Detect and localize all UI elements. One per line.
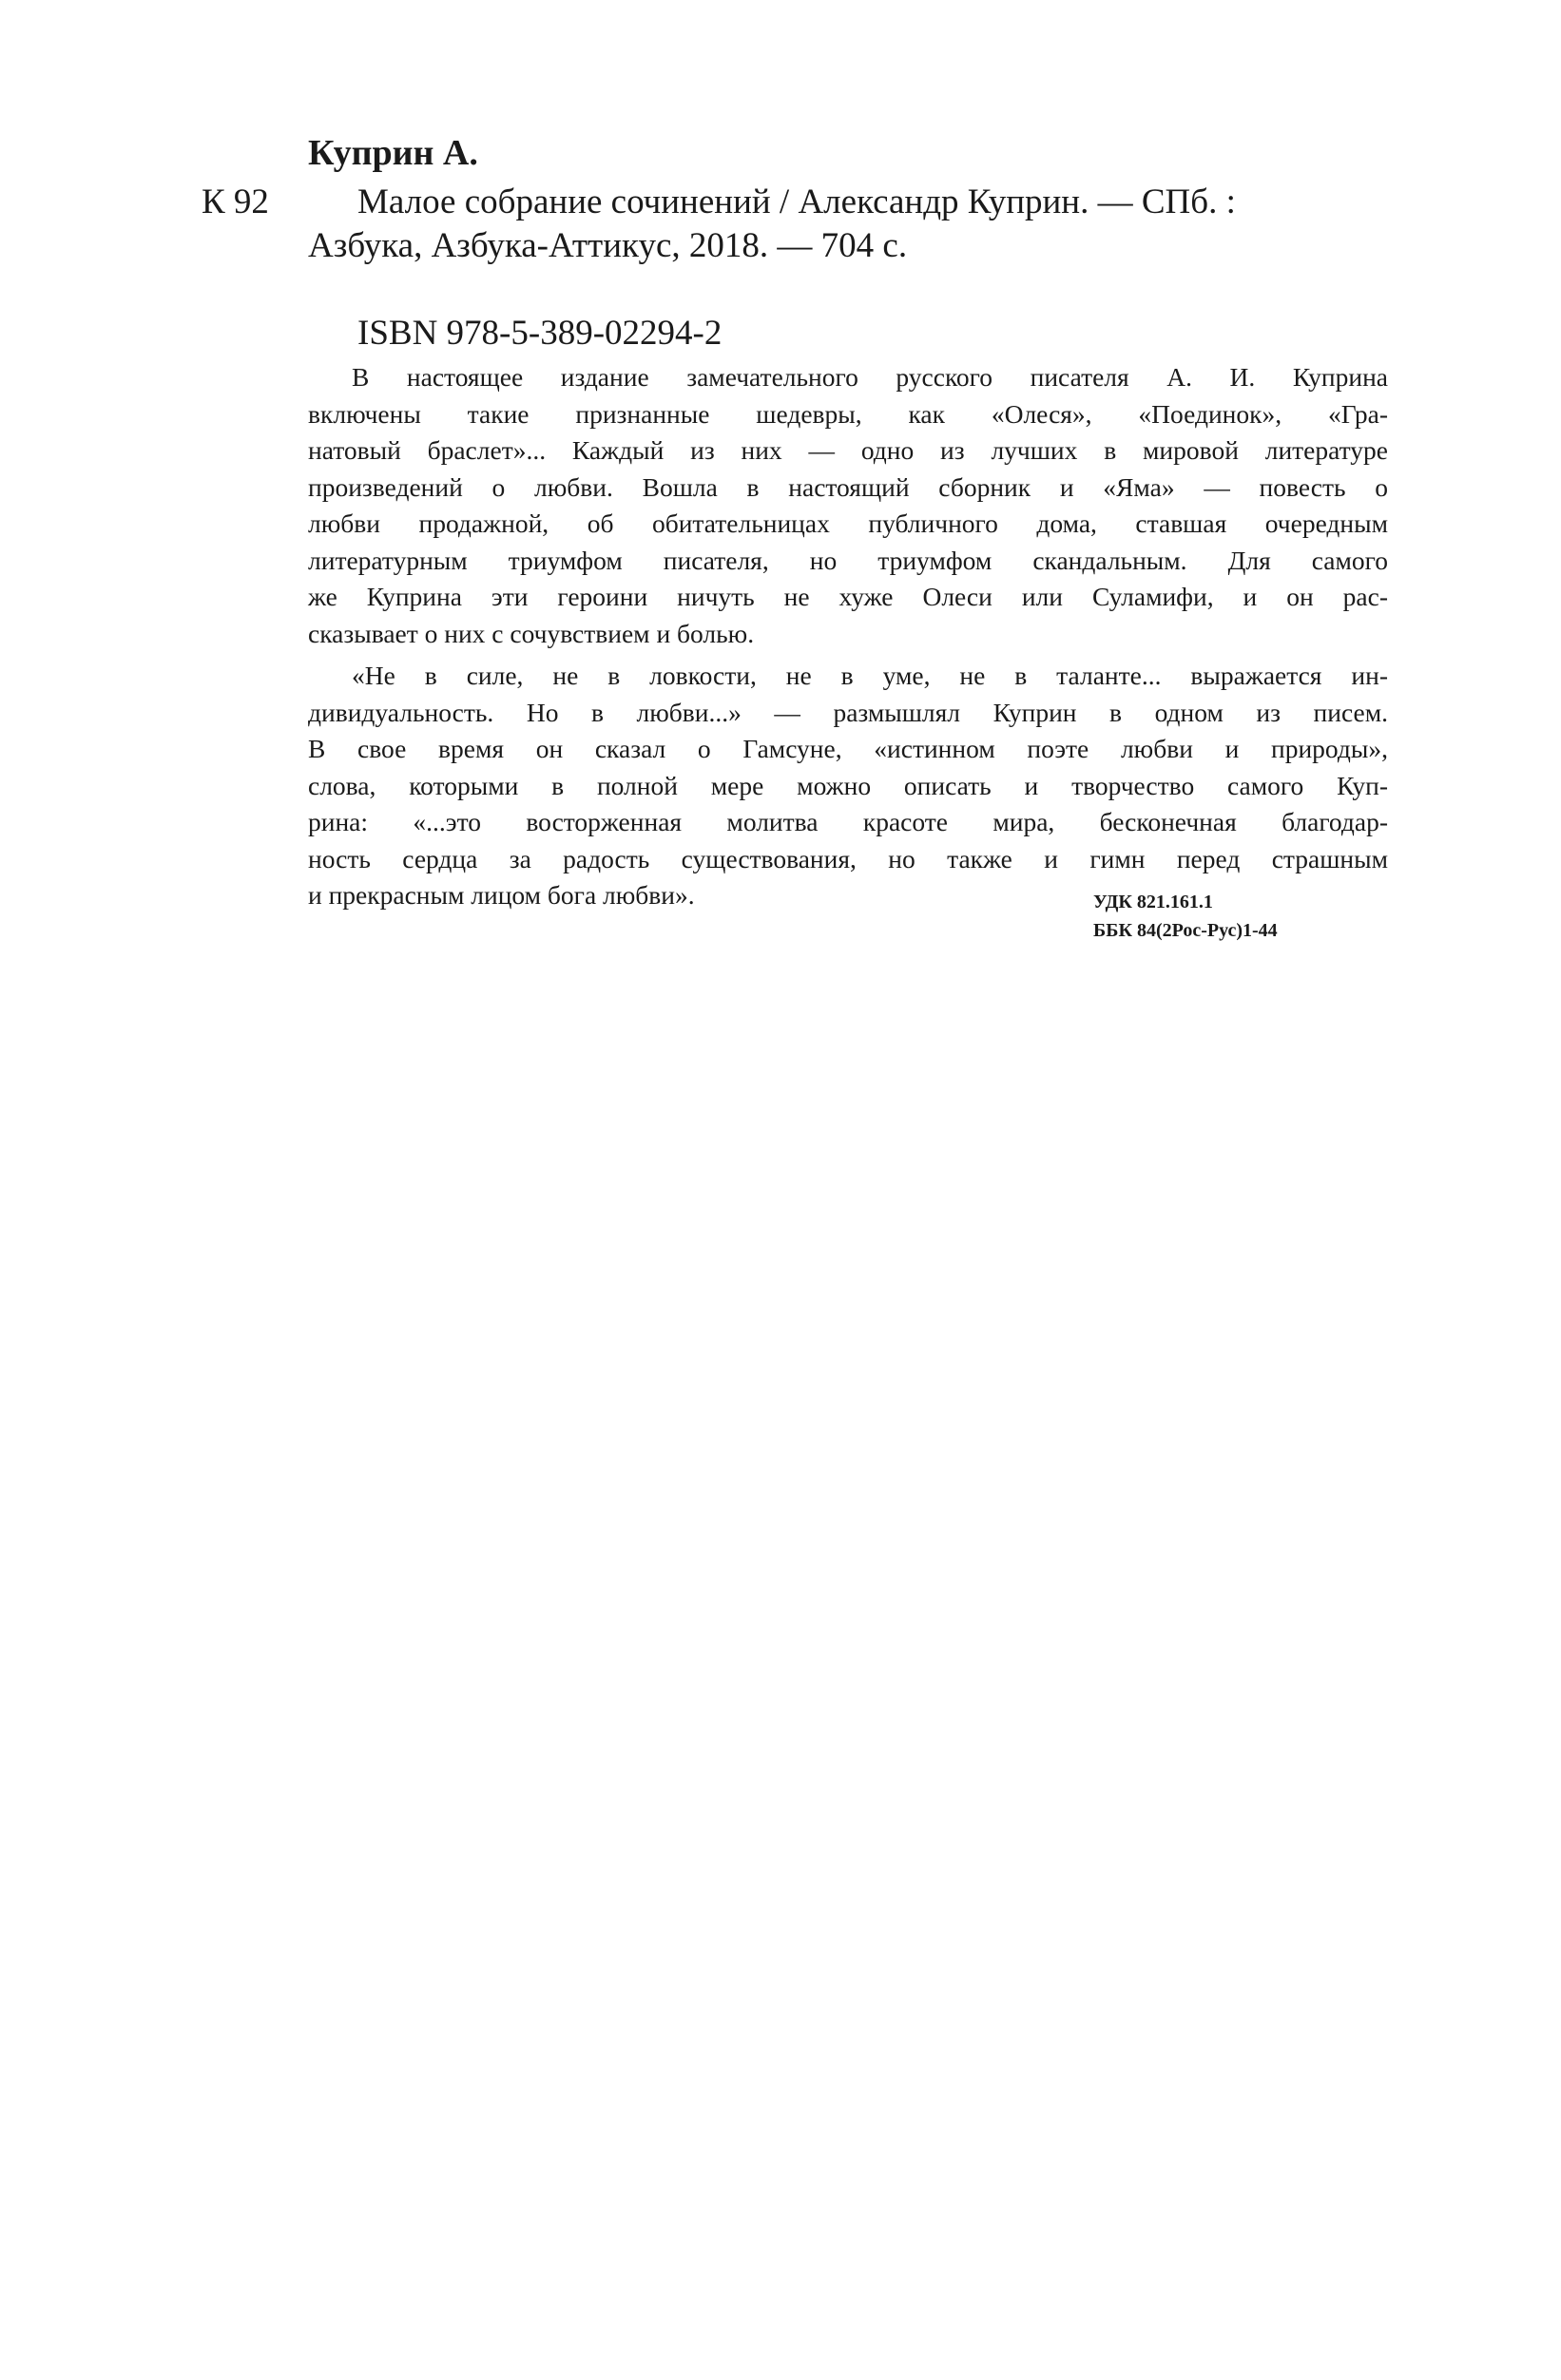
udk-code: УДК 821.161.1: [1093, 892, 1213, 912]
annotation-line: дивидуальность. Но в любви...» — размышлял Куприн в одном из писем.: [308, 697, 1388, 727]
bbk-code: ББК 84(2Рос-Рус)1-44: [1093, 920, 1278, 941]
annotation-paragraph-2: [308, 658, 1388, 914]
annotation-line: натовый браслет»... Каждый из них — одно из лучших в мировой литературе: [308, 435, 1388, 465]
annotation-line: «Не в силе, не в ловкости, не в уме, не в таланте... выражается ин-: [352, 661, 1388, 690]
annotation-line: и прекрасным лицом бога любви».: [308, 880, 695, 910]
annotation-line: ность сердца за радость существования, но также и гимн перед страшным: [308, 843, 1388, 873]
annotation-line: сказывает о них с сочувствием и болью.: [308, 618, 755, 648]
annotation-line: В настоящее издание замечательного русского писателя А. И. Куприна: [352, 362, 1388, 392]
annotation-line: любви продажной, об обитательницах публичного дома, ставшая очередным: [308, 509, 1388, 538]
bibliographic-title-line: Малое собрание сочинений / Александр Куприн. — СПб. :: [357, 182, 1236, 221]
cutter-mark: К 92: [202, 182, 269, 221]
bibliographic-record: [308, 181, 1388, 268]
annotation-line: литературным триумфом писателя, но триумфом скандальным. Для самого: [308, 545, 1388, 575]
annotation: [308, 359, 1388, 920]
isbn: ISBN 978-5-389-02294-2: [357, 314, 723, 353]
annotation-paragraph-1: [308, 359, 1388, 652]
annotation-line: В свое время он сказал о Гамсуне, «истинном поэте любви и природы»,: [308, 734, 1388, 763]
annotation-line: слова, которыми в полной мере можно описать и творчество самого Куп-: [308, 770, 1388, 800]
annotation-line: же Куприна эти героини ничуть не хуже Олеси или Суламифи, и он рас-: [308, 582, 1388, 611]
annotation-line: произведений о любви. Вошла в настоящий сборник и «Яма» — повесть о: [308, 471, 1388, 502]
bibliographic-publisher-line: Азбука, Азбука-Аттикус, 2018. — 704 с.: [308, 226, 908, 265]
classification-codes: [1093, 888, 1388, 945]
annotation-line: включены такие признанные шедевры, как «Олеся», «Поединок», «Гра-: [308, 398, 1388, 429]
annotation-line: рина: «...это восторженная молитва красоте мира, бесконечная благодар-: [308, 807, 1388, 836]
author-heading: Куприн А.: [308, 133, 478, 173]
